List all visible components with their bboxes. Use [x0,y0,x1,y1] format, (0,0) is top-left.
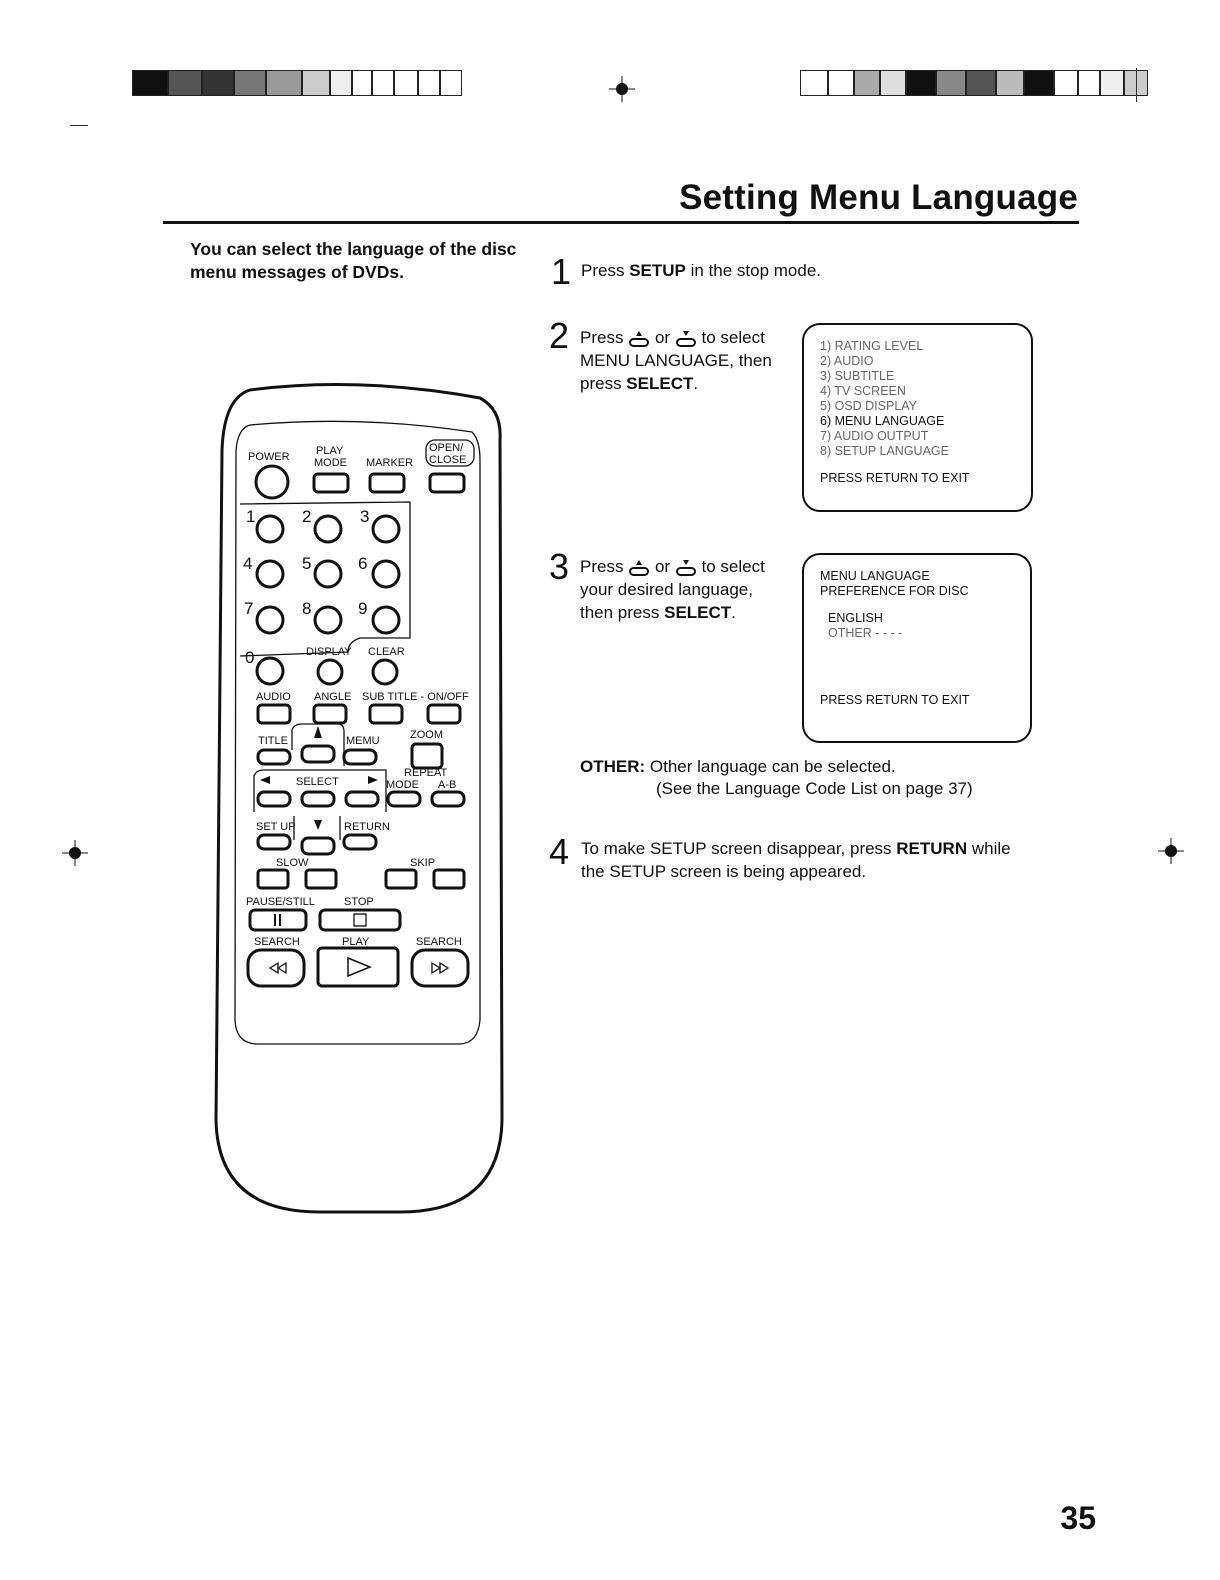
slow-forward-button[interactable] [306,870,336,888]
num-7-label: 7 [244,599,254,618]
step-2-number: 2 [549,315,570,356]
audio-button[interactable] [258,705,290,723]
right-button[interactable] [346,792,378,806]
slow-label: SLOW [276,857,309,869]
step-2-text: Press or to select MENU LANGUAGE, then press SELECT. [580,328,772,393]
up-button-icon [628,559,650,577]
screen-heading: MENU LANGUAGE [820,569,930,583]
left-button[interactable] [258,792,290,806]
search-back-button[interactable] [248,950,304,986]
stop-label: STOP [344,896,374,908]
num-9-button[interactable] [373,607,399,633]
play-mode-label: MODE [314,457,347,469]
marker-label: MARKER [366,457,414,469]
play-button[interactable] [318,948,398,986]
page-number: 35 [1060,1500,1096,1536]
setup-menu-screen [802,323,1033,512]
slow-reverse-button[interactable] [258,870,288,888]
intro-text: You can select the language of the disc menu messages of DVDs. [190,239,517,282]
play-mode-label: PLAY [316,445,344,457]
marker-button[interactable] [370,474,404,492]
step-3-number: 3 [549,546,570,587]
skip-forward-button[interactable] [434,870,464,888]
select-label: SELECT [296,776,339,788]
open-close-label: CLOSE [429,454,467,466]
menu-item-selected: 6) MENU LANGUAGE [820,414,945,428]
play-label: PLAY [342,936,370,948]
step-1-number: 1 [551,251,572,292]
down-button-icon [675,559,697,577]
num-2-button[interactable] [315,516,341,542]
subtitle-on-off-button[interactable] [428,705,460,723]
setup-button[interactable] [258,835,290,849]
angle-button[interactable] [314,705,346,723]
num-1-button[interactable] [257,516,283,542]
play-mode-button[interactable] [314,474,348,492]
repeat-label: REPEAT [404,767,448,779]
num-6-button[interactable] [373,561,399,587]
menu-item: 3) SUBTITLE [820,369,895,383]
language-option-other: OTHER - - - - [828,626,903,640]
num-7-button[interactable] [257,607,283,633]
return-label: RETURN [344,821,390,833]
num-6-label: 6 [358,554,368,573]
stop-button[interactable] [320,910,400,930]
screen-footer: PRESS RETURN TO EXIT [820,471,970,485]
step-3-text: Press or to select your desired language, then press SELECT. [580,557,765,622]
crop-mark [70,125,88,126]
display-button[interactable] [318,660,342,684]
select-button[interactable] [302,792,334,806]
open-close-label: OPEN/ [429,442,464,454]
num-9-label: 9 [358,599,368,618]
menu-item: 5) OSD DISPLAY [820,399,918,413]
up-button[interactable] [302,746,334,762]
num-5-label: 5 [302,554,312,573]
down-button-icon [675,330,697,348]
menu-item: 8) SETUP LANGUAGE [820,444,949,458]
num-5-button[interactable] [315,561,341,587]
print-registration-bar-right [800,70,1148,96]
step-4-text: To make SETUP screen disappear, press RETURN while the SETUP screen is being appeared. [581,839,1011,881]
subtitle-button[interactable] [370,705,402,723]
menu-button[interactable] [344,750,376,764]
clear-label: CLEAR [368,646,405,658]
step-4-number: 4 [549,831,570,872]
power-label: POWER [248,451,290,463]
a-b-label: A-B [438,779,457,791]
mode-label: MODE [386,779,419,791]
audio-label: AUDIO [256,691,291,703]
return-button[interactable] [344,835,376,849]
skip-label: SKIP [410,857,436,869]
setup-label: SET UP [256,821,296,833]
num-3-label: 3 [360,507,370,526]
step-1-text: Press SETUP in the stop mode. [581,261,822,280]
registration-crosshair-icon [60,838,90,868]
registration-crosshair-icon [607,74,637,104]
title-rule [163,221,1079,224]
menu-item: 4) TV SCREEN [820,384,906,398]
screen-subheading: PREFERENCE FOR DISC [820,584,969,598]
num-0-button[interactable] [257,658,283,684]
print-registration-bar-left [132,70,462,96]
angle-label: ANGLE [314,691,352,703]
zoom-label: ZOOM [410,729,443,741]
search-back-label: SEARCH [254,936,300,948]
title-button[interactable] [258,750,290,764]
search-forward-label: SEARCH [416,936,462,948]
skip-back-button[interactable] [386,870,416,888]
num-3-button[interactable] [373,516,399,542]
menu-language-screen [802,553,1032,743]
num-0-label: 0 [245,648,255,667]
menu-label: MEMU [346,735,380,747]
title-label: TITLE [258,735,288,747]
subtitle-label: SUB TITLE - ON/OFF [362,691,469,703]
clear-button[interactable] [373,660,397,684]
num-1-label: 1 [246,507,256,526]
num-2-label: 2 [302,507,312,526]
repeat-mode-button[interactable] [388,792,420,806]
num-8-button[interactable] [315,607,341,633]
crop-mark [1136,68,1137,102]
menu-item: 7) AUDIO OUTPUT [820,429,929,443]
pause-still-label: PAUSE/STILL [246,896,315,908]
power-button[interactable] [256,466,288,498]
open-close-button[interactable] [430,474,464,492]
up-button-icon [628,330,650,348]
menu-item: 2) AUDIO [820,354,874,368]
repeat-a-b-button[interactable] [432,792,464,806]
num-8-label: 8 [302,599,312,618]
other-note: OTHER: Other language can be selected. (See the Language Code List on page 37) [580,757,973,798]
registration-crosshair-icon [1156,836,1186,866]
language-option-english: ENGLISH [828,611,883,625]
page-title: Setting Menu Language [679,178,1078,217]
num-4-button[interactable] [257,561,283,587]
screen-footer: PRESS RETURN TO EXIT [820,693,970,707]
menu-item: 1) RATING LEVEL [820,339,924,353]
down-button[interactable] [302,838,334,854]
zoom-button[interactable] [412,744,442,768]
remote-control-illustration [210,380,510,1230]
pause-still-button[interactable] [250,910,306,930]
num-4-label: 4 [243,554,253,573]
display-label: DISPLAY [306,646,352,658]
